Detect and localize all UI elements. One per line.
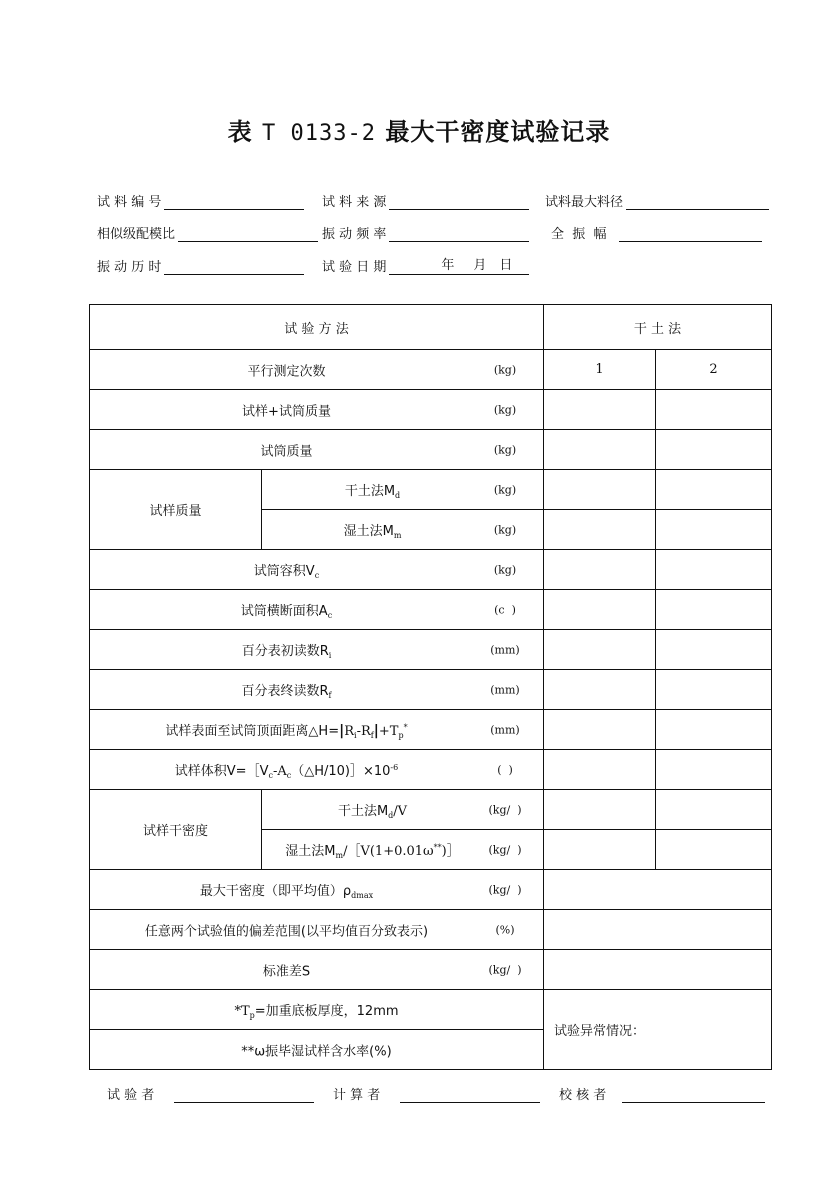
wet-mm-value-1[interactable]	[544, 510, 656, 550]
tester-field	[107, 1083, 314, 1103]
rf-unit: (mm)	[490, 683, 520, 696]
calculator-label: 计 算 者	[333, 1088, 381, 1103]
wet-mm-v-label: 湿土法$M_m/[V(1+0.01\omega^{**})]$	[285, 842, 460, 860]
max-density-label: 最大干密度（即平均值）$\rho_{dmax}$	[199, 883, 374, 900]
amplitude-field	[551, 222, 762, 242]
sample-cyl-value-2[interactable]	[656, 390, 772, 430]
wet-mm-v-unit: (kg/ )	[488, 843, 522, 856]
table-row	[90, 790, 772, 830]
table-row	[90, 630, 772, 670]
table-row	[90, 590, 772, 630]
amplitude-label: 全 振 幅	[551, 227, 607, 242]
count-label: 平行测定次数	[247, 364, 326, 379]
cyl-unit: (kg)	[493, 443, 517, 456]
sample-cyl-value-1[interactable]	[544, 390, 656, 430]
deviation-value[interactable]	[544, 910, 772, 950]
max-size-label: 试料最大料径	[545, 195, 624, 210]
sample-mass-label: 试样质量	[90, 470, 262, 550]
note-tp: $*T_p=$加重底板厚度，12mm	[234, 1003, 399, 1020]
amplitude-input[interactable]	[619, 225, 762, 242]
frequency-input[interactable]	[389, 225, 529, 242]
vs-unit: ( )	[497, 763, 513, 776]
abnormal-note[interactable]: 试验异常情况：	[544, 990, 772, 1070]
area-unit: (c )	[494, 603, 516, 616]
tester-label: 试 验 者	[107, 1088, 155, 1103]
volume-unit: (kg)	[493, 563, 517, 576]
cyl-label: 试筒质量	[260, 444, 313, 459]
date-input[interactable]	[389, 258, 529, 275]
dh-unit: (mm)	[490, 723, 520, 736]
dry-md-v-value-2[interactable]	[656, 790, 772, 830]
trial-1-header: 1	[544, 350, 656, 390]
table-row	[90, 990, 772, 1030]
ri-value-1[interactable]	[544, 630, 656, 670]
vs-label: 试样体积$V=[V_c-A_c(\triangle H/10)]\times 10^{-6}$	[174, 762, 399, 780]
cyl-value-1[interactable]	[544, 430, 656, 470]
volume-value-1[interactable]	[544, 550, 656, 590]
table-row	[90, 305, 772, 350]
dry-md-v-value-1[interactable]	[544, 790, 656, 830]
table-row	[90, 870, 772, 910]
calculator-input[interactable]	[400, 1086, 540, 1103]
dry-md-label: 干土法$M_d$	[344, 483, 401, 500]
max-density-value[interactable]	[544, 870, 772, 910]
deviation-label: 任意两个试验值的偏差范围(以平均值百分致表示)	[144, 924, 429, 939]
date-year: 年	[441, 258, 455, 273]
table-row	[90, 710, 772, 750]
rf-value-1[interactable]	[544, 670, 656, 710]
source-field	[322, 190, 529, 210]
dry-md-v-label: 干土法$M_d/V$	[337, 803, 408, 820]
sample-no-field	[97, 190, 304, 210]
vs-value-2[interactable]	[656, 750, 772, 790]
area-value-2[interactable]	[656, 590, 772, 630]
calculator-field	[333, 1083, 540, 1103]
volume-label: 试筒容积$V_c$	[253, 563, 320, 580]
date-month: 月	[473, 258, 487, 273]
date-label: 试 验 日 期	[322, 260, 387, 275]
trial-2-header: 2	[656, 350, 772, 390]
wet-mm-v-value-2[interactable]	[656, 830, 772, 870]
max-size-input[interactable]	[626, 193, 769, 210]
volume-value-2[interactable]	[656, 550, 772, 590]
grading-label: 相似级配模比	[97, 227, 176, 242]
wet-mm-unit: (kg)	[493, 523, 517, 536]
dry-md-value-1[interactable]	[544, 470, 656, 510]
sample-cyl-label: 试样+试筒质量	[242, 404, 331, 419]
rf-label: 百分表终读数$R_f$	[241, 683, 332, 700]
duration-label: 振 动 历 时	[97, 260, 162, 275]
method-value: 干 土 法	[544, 305, 772, 350]
area-value-1[interactable]	[544, 590, 656, 630]
dry-md-value-2[interactable]	[656, 470, 772, 510]
table-row	[90, 350, 772, 390]
table-row	[90, 430, 772, 470]
dry-md-unit: (kg)	[493, 483, 517, 496]
wet-mm-value-2[interactable]	[656, 510, 772, 550]
tester-input[interactable]	[174, 1086, 314, 1103]
grading-input[interactable]	[178, 225, 318, 242]
table-row	[90, 390, 772, 430]
max-density-unit: (kg/ )	[488, 883, 522, 896]
std-label: 标准差S	[262, 964, 311, 979]
source-input[interactable]	[389, 193, 529, 210]
area-label: 试筒横断面积$A_c$	[240, 603, 333, 620]
cyl-value-2[interactable]	[656, 430, 772, 470]
vs-value-1[interactable]	[544, 750, 656, 790]
deviation-unit: (%)	[495, 923, 515, 936]
source-label: 试 料 来 源	[322, 195, 387, 210]
note-w: **ω振毕湿试样含水率(%)	[241, 1044, 392, 1059]
page-title	[0, 112, 838, 147]
count-unit: (kg)	[493, 363, 517, 376]
std-value[interactable]	[544, 950, 772, 990]
table-row	[90, 750, 772, 790]
table-row	[90, 670, 772, 710]
dry-density-label: 试样干密度	[90, 790, 262, 870]
table-row	[90, 550, 772, 590]
title-prefix: 表	[227, 118, 253, 146]
frequency-field	[322, 222, 529, 242]
title-code: T 0133-2	[262, 121, 376, 146]
wet-mm-v-value-1[interactable]	[544, 830, 656, 870]
ri-value-2[interactable]	[656, 630, 772, 670]
wet-mm-label: 湿土法$M_m$	[343, 523, 402, 540]
max-size-field	[545, 190, 769, 210]
table-row	[90, 470, 772, 510]
dry-md-v-unit: (kg/ )	[488, 803, 522, 816]
dh-value-1[interactable]	[544, 710, 656, 750]
method-header: 试 验 方 法	[90, 305, 544, 350]
duration-input[interactable]	[164, 258, 304, 275]
table-row	[90, 910, 772, 950]
date-day: 日	[499, 258, 513, 273]
checker-field	[559, 1083, 765, 1103]
dh-label: 试样表面至试筒顶面距离$\triangle H=|R_i-R_f|+T_p^*$	[165, 722, 408, 740]
sample-cyl-unit: (kg)	[493, 403, 517, 416]
grading-field	[97, 222, 318, 242]
rf-value-2[interactable]	[656, 670, 772, 710]
ri-unit: (mm)	[490, 643, 520, 656]
dh-value-2[interactable]	[656, 710, 772, 750]
checker-input[interactable]	[622, 1086, 765, 1103]
duration-field	[97, 255, 304, 275]
record-table	[89, 304, 772, 1070]
date-field	[322, 255, 529, 275]
ri-label: 百分表初读数$R_i$	[241, 643, 332, 660]
sample-no-label: 试 料 编 号	[97, 195, 162, 210]
sample-no-input[interactable]	[164, 193, 304, 210]
checker-label: 校 核 者	[559, 1088, 607, 1103]
title-text: 最大干密度试验记录	[385, 118, 611, 146]
table-row	[90, 950, 772, 990]
std-unit: (kg/ )	[488, 963, 522, 976]
frequency-label: 振 动 频 率	[322, 227, 387, 242]
